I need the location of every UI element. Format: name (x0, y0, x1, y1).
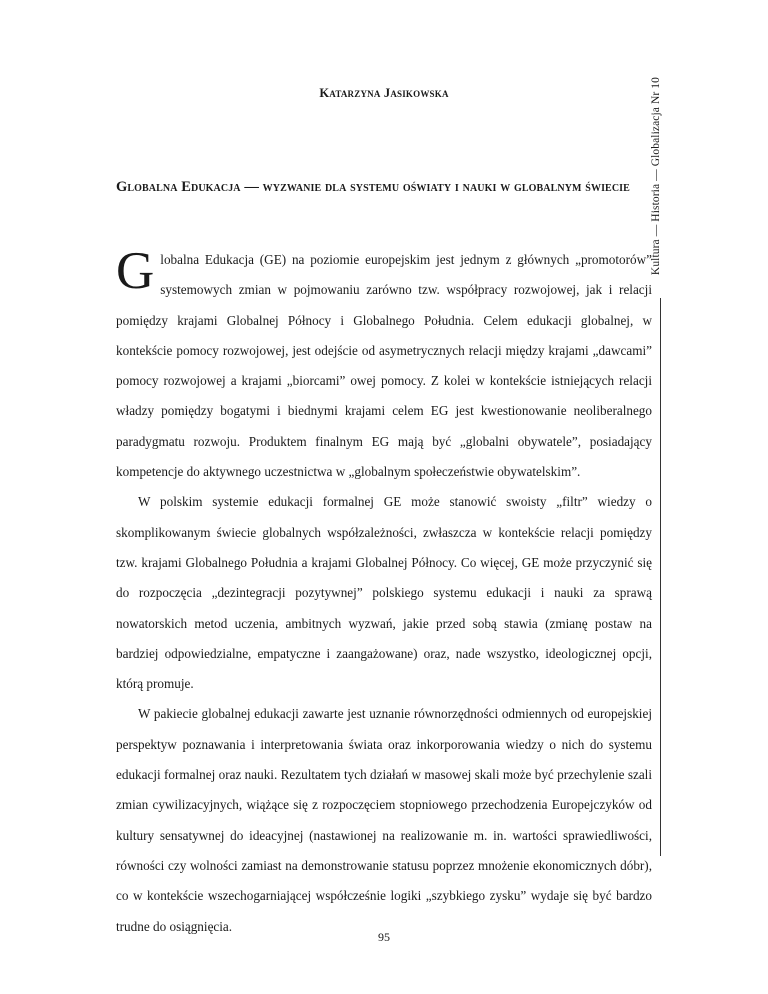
paragraph-3: W pakiecie globalnej edukacji zawarte jest uznanie równorzędności odmiennych od europejskiej perspektyw poznawania i interpretowania świata oraz inkorporowania wiedzy o nich do systemu edukacji formalnej oraz nauki. Rezultatem tych działań w masowej skali może być przechylenie szali zmian cywilizacyjnych, wiążące się z rozpoczęciem stopniowego przechodzenia Europejczyków od kultury sensatywnej do ideacyjnej (nastawionej na realizowanie m. in. wartości sprawiedliwości, równości czy wolności zamiast na demonstrowanie statusu poprzez mnożenie ekonomicznych dóbr), co w kontekście wszechogarniającej współcześnie logiki „szybkiego zysku” wydaje się być bardzo trudne do osiągnięcia. (116, 706, 652, 934)
paragraph-1-text: lobalna Edukacja (GE) na poziomie europejskim jest jednym z głównych „promotorów” systemowych zmian w pojmowaniu zarówno tzw. współpracy rozwojowej, jak i relacji pomiędzy krajami Globalnej Północy i Globalnego Południa. Celem edukacji globalnej, w kontekście pomocy rozwojowej, jest odejście od asymetrycznych relacji między krajami „dawcami” pomocy rozwojowej a krajami „biorcami” owej pomocy. Z kolei w kontekście istniejących relacji władzy pomiędzy bogatymi i biednymi krajami celem EG jest kwestionowanie neoliberalnego paradygmatu rozwoju. Produktem finalnym EG mają być „globalni obywatele”, posiadający kompetencje do aktywnego uczestnictwa w „globalnym społeczeństwie obywatelskim”. (116, 252, 652, 480)
running-head-label: Kultura — Historia — Globalizacja Nr 10 (650, 77, 662, 276)
page-number: 95 (378, 930, 390, 944)
paragraph-2: W polskim systemie edukacji formalnej GE może stanowić swoisty „filtr” wiedzy o skomplikowanym świecie globalnych współzależności, zwłaszcza w kontekście relacji pomiędzy tzw. krajami Globalnego Południa a krajami Globalnej Północy. Co więcej, GE może przyczynić się do rozpoczęcia „dezintegracji pozytywnej” polskiego systemu edukacji i nauki za sprawą nowatorskich metod uczenia, ambitnych wyzwań, jakie przed sobą stawia (zmianę postaw na bardziej odpowiedzialne, empatyczne i zaangażowane) oraz, nade wszystko, ideologicznej opcji, którą promuje. (116, 494, 652, 692)
article-title: Globalna Edukacja — wyzwanie dla systemu oświaty i nauki w globalnym świecie (116, 179, 630, 195)
drop-cap: G (116, 242, 155, 300)
side-vertical-rule (660, 298, 661, 856)
paragraph-1 (116, 242, 652, 487)
article-body (116, 242, 652, 942)
author-name: Katarzyna Jasikowska (319, 86, 449, 100)
